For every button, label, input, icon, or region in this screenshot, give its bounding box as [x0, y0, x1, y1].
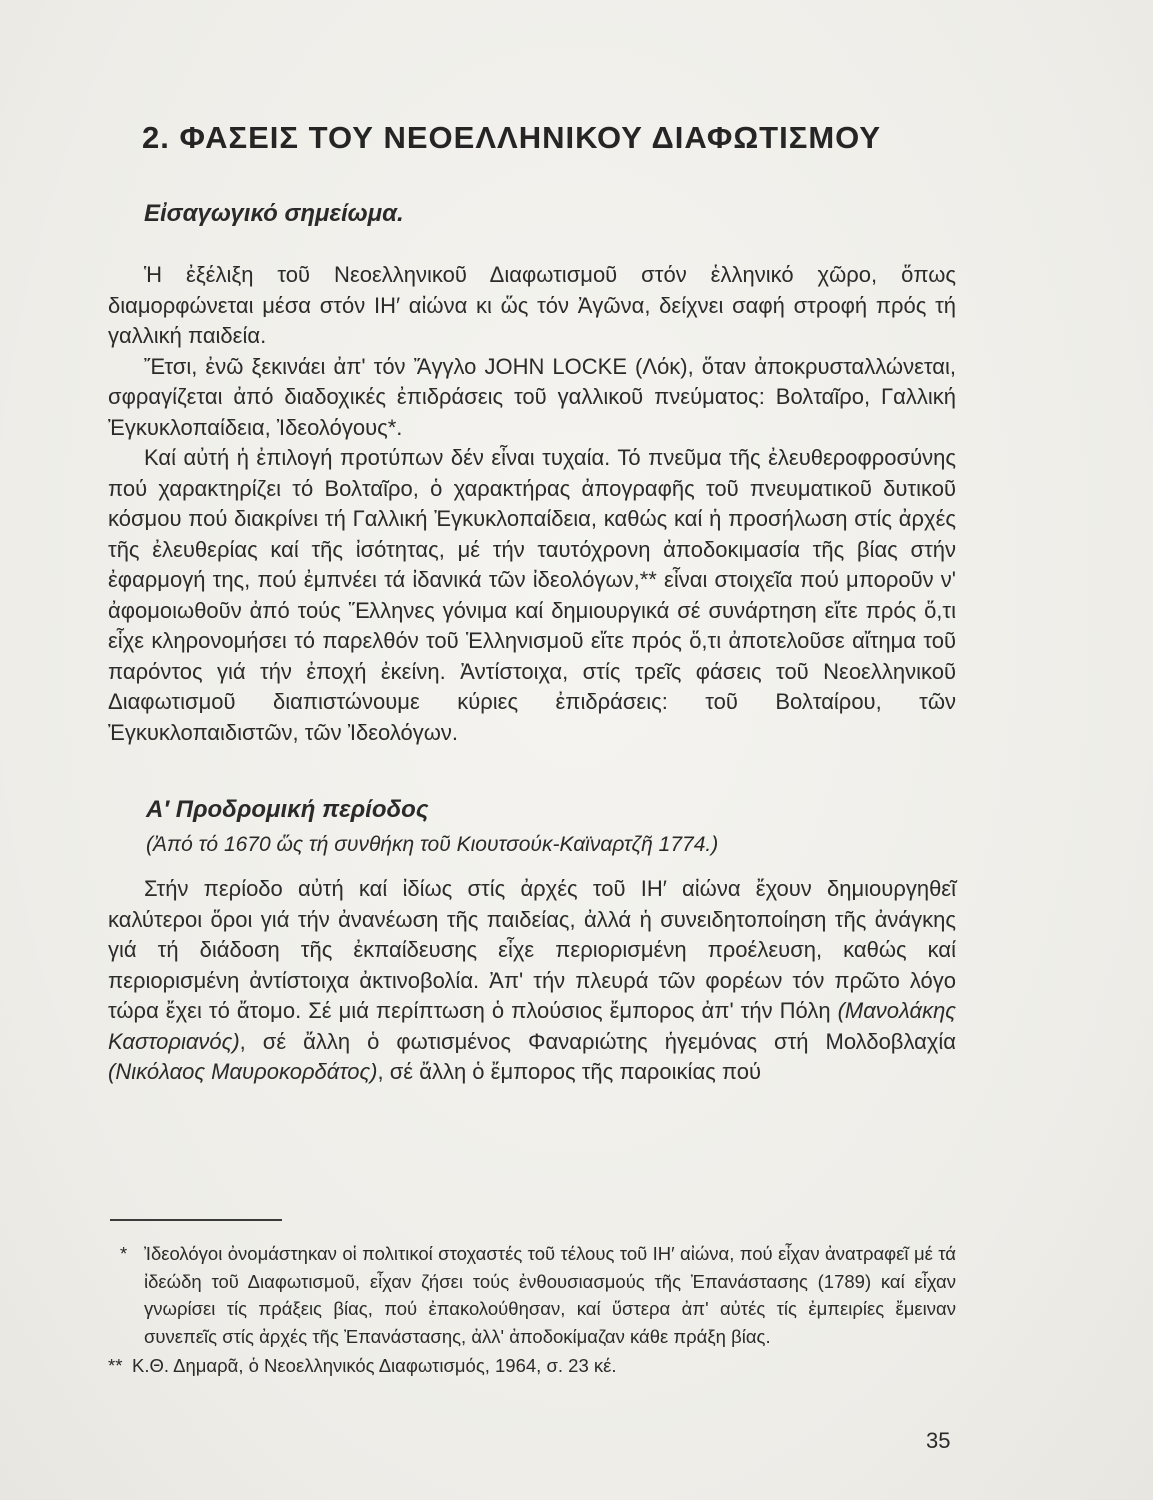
footnote-2-text: Κ.Θ. Δημαρᾶ, ὁ Νεοελληνικός Διαφωτισμός, 1964, σ. 23 κέ. [132, 1355, 617, 1376]
footnote-1-mark: * [120, 1243, 128, 1264]
name-mavrokordatos: (Νικόλαος Μαυροκορδάτος) [108, 1059, 378, 1084]
paragraph-2: Ἔτσι, ἐνῶ ξεκινάει ἀπ' τόν Ἄγγλο JOHN LOCKE (Λόκ), ὅταν ἀποκρυσταλλώνεται, σφραγίζεται ἀπό διαδοχικές ἐπιδράσεις τοῦ γαλλικοῦ πνεύματος: Βολταῖρο, Γαλλική Ἐγκυκλοπαίδεια, Ἰδεολόγους*. [108, 353, 956, 440]
section-text-1: Στήν περίοδο αὐτή καί ἰδίως στίς ἀρχές τοῦ ΙΗ′ αἰώνα ἔχουν δημιουργηθεῖ καλύτεροι ὅροι γιά τήν ἀνανέωση τῆς παιδείας, ἀλλά ἡ συνειδητοποίηση τῆς ἀνάγκης γιά τή διάδοση τῆς ἐκπαίδευσης εἶχε περιορισμένη προέλευση, καθώς καί περιορισμένη ἀντίστοιχα ἀκτινοβολία. Ἀπ' τήν πλευρά τῶν φορέων τόν πρῶτο λόγο τώρα ἔχει τό ἄτομο. Σέ μιά περίπτωση ὁ πλούσιος ἔμπορος ἀπ' τήν Πόλη [108, 876, 956, 1023]
paragraph-3: Καί αὐτή ἡ ἐπιλογή προτύπων δέν εἶναι τυχαία. Τό πνεῦμα τῆς ἐλευθεροφροσύνης πού χαρακτηρίζει τό Βολταῖρο, ὁ χαρακτήρας ἀπογραφῆς τοῦ πνευματικοῦ δυτικοῦ κόσμου πού διακρίνει τή Γαλλική Ἐγκυκλοπαίδεια, καθώς καί ἡ προσήλωση στίς ἀρχές τῆς ἐλευθερίας καί τῆς ἰσότητας, μέ τήν ταυτόχρονη ἀποδοκιμασία τῆς βίας στήν ἐφαρμογή της, πού ἐμπνέει τά ἰδανικά τῶν ἰδεολόγων,** εἶναι στοιχεῖα πού μποροῦν ν' ἀφομοιωθοῦν ἀπό τούς Ἕλληνες γόνιμα καί δημιουργικά σέ συνάρτηση εἴτε πρός ὅ,τι εἶχε κληρονομήσει τό παρελθόν τοῦ Ἑλληνισμοῦ εἴτε πρός ὅ,τι ἀποτελοῦσε αἴτημα τοῦ παρόντος γιά τήν ἐποχή ἐκείνη. Ἀντίστοιχα, στίς τρεῖς φάσεις τοῦ Νεοελληνικοῦ Διαφωτισμοῦ διαπιστώνουμε κύριες ἐπιδράσεις: τοῦ Βολταίρου, τῶν Ἐγκυκλοπαιδιστῶν, τῶν Ἰδεολόγων. [108, 445, 956, 745]
footnote-rule [110, 1219, 282, 1221]
footnotes [108, 1240, 956, 1380]
intro-title: Εἰσαγωγικό σημείωμα. [144, 200, 404, 227]
paragraph-1: Ἡ ἐξέλιξη τοῦ Νεοελληνικοῦ Διαφωτισμοῦ στόν ἑλληνικό χῶρο, ὅπως διαμορφώνεται μέσα στόν ΙΗ′ αἰώνα κι ὥς τόν Ἀγῶνα, δείχνει σαφή στροφή πρός τή γαλλική παιδεία. [108, 262, 956, 348]
footnote-1 [108, 1240, 956, 1350]
chapter-heading: 2. ΦΑΣΕΙΣ ΤΟΥ ΝΕΟΕΛΛΗΝΙΚΟΥ ΔΙΑΦΩΤΙΣΜΟΥ [142, 120, 882, 155]
footnote-1-text: Ἰδεολόγοι ὀνομάστηκαν οἱ πολιτικοί στοχαστές τοῦ τέλους τοῦ ΙΗ′ αἰώνα, πού εἶχαν ἀνατραφεῖ μέ τά ἰδεώδη τοῦ Διαφωτισμοῦ, εἶχαν ζήσει τούς ἐνθουσιασμούς τῆς Ἐπανάστασης (1789) καί εἶχαν γνωρίσει τίς πράξεις βίας, πού ἐπακολούθησαν, καί ὕστερα ἀπ' αὐτές τίς ἐμπειρίες ἔμειναν συνεπεῖς στίς ἀρχές τῆς Ἐπανάστασης, ἀλλ' ἀποδοκίμαζαν κάθε πράξη βίας. [144, 1243, 956, 1347]
page-number: 35 [926, 1428, 951, 1453]
section-text-2: , σέ ἄλλη ὁ φωτισμένος Φαναριώτης ἡγεμόνας στή Μολδοβλαχία [239, 1028, 956, 1054]
footnote-2-mark: ** [108, 1355, 123, 1376]
section-subtitle: (Ἀπό τό 1670 ὥς τή συνθήκη τοῦ Κιουτσούκ-Καϊναρτζῆ 1774.) [146, 833, 719, 856]
name-kastorianos: (Μανολάκης Καστοριανός) [108, 998, 956, 1054]
section-paragraph [108, 874, 956, 1088]
section-text-3: , σέ ἄλλη ὁ ἔμπορος τῆς παροικίας πού [377, 1059, 762, 1084]
footnote-2 [108, 1352, 956, 1380]
section-title: Α′ Προδρομική περίοδος [146, 796, 429, 823]
text-column [108, 118, 956, 1088]
